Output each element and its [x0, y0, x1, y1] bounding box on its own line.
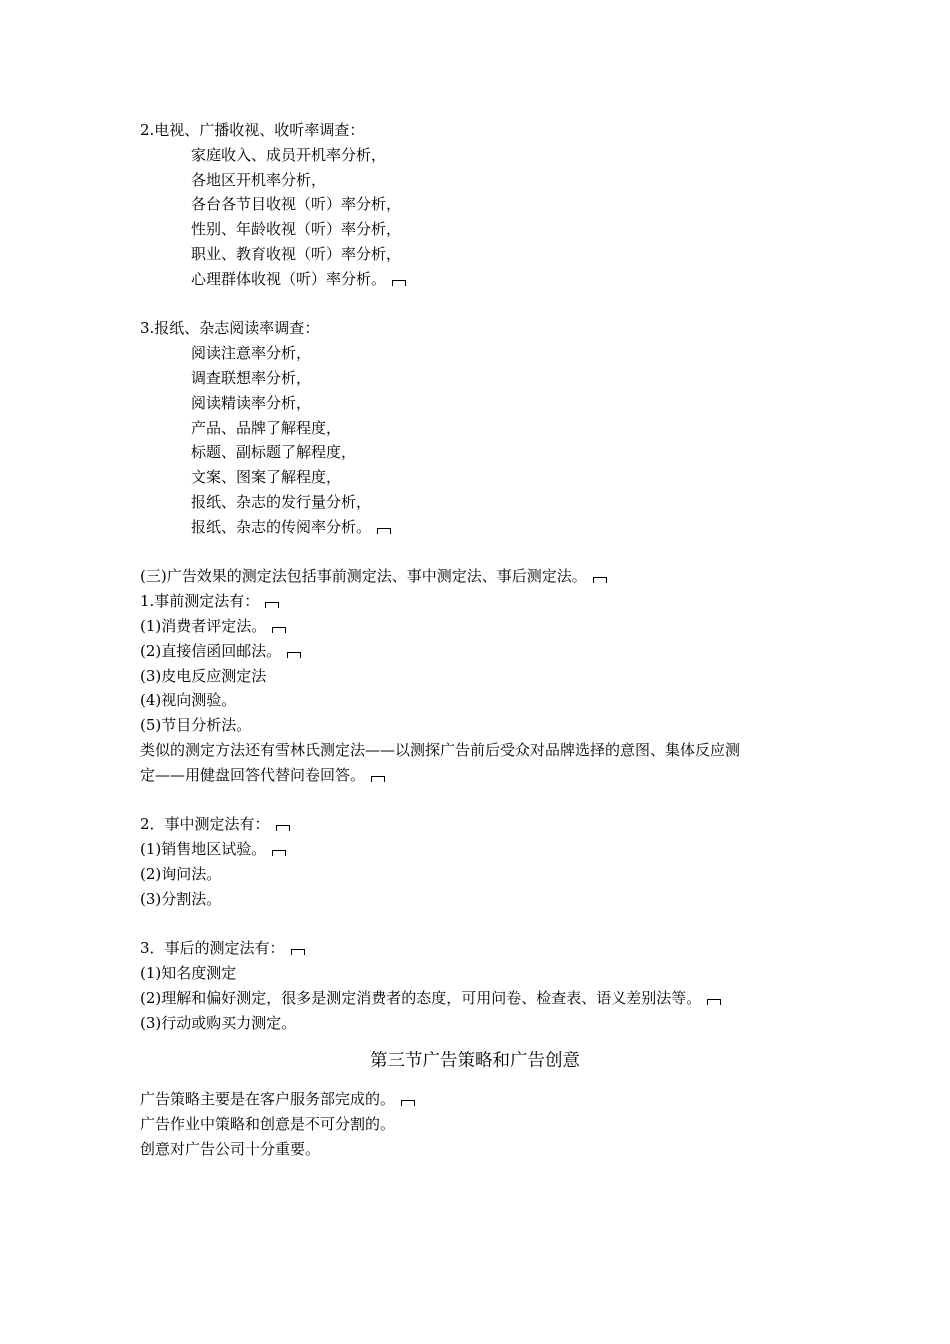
paragraph-mark-icon — [401, 1100, 415, 1106]
text-column — [140, 118, 840, 1162]
mid-item: (1)销售地区试验。 — [140, 837, 840, 862]
blank-line — [140, 912, 840, 937]
paragraph-mark-icon — [707, 999, 721, 1005]
blank-line — [140, 788, 840, 813]
pre-item: (4)视向测验。 — [140, 691, 237, 710]
paragraph-mark-icon — [287, 652, 301, 658]
tv-heading: 2.电视、广播收视、收听率调查： — [140, 121, 365, 139]
section-title: 第三节广告策略和广告创意 — [370, 1051, 580, 1072]
section-line: 广告策略主要是在客户服务部完成的。 — [140, 1087, 840, 1112]
mid-item: (2)询问法。 — [140, 864, 222, 883]
blank-line — [140, 540, 840, 565]
post-heading: 3．事后的测定法有： — [140, 936, 840, 961]
press-heading: 3.报纸、杂志阅读率调查： — [140, 319, 320, 338]
paragraph-mark-icon — [276, 825, 290, 831]
press-item: 文案、图案了解程度， — [191, 468, 342, 487]
pre-note: 定——用健盘回答代替问卷回答。 — [140, 763, 840, 788]
post-item: (3)行动或购买力测定。 — [140, 1013, 297, 1032]
tv-item: 性别、年龄收视（听）率分析， — [191, 220, 402, 239]
press-item: 阅读注意率分析， — [191, 344, 312, 363]
press-item: 报纸、杂志的发行量分析， — [191, 492, 372, 511]
press-item: 调查联想率分析， — [191, 368, 312, 387]
press-item: 阅读精读率分析， — [191, 393, 312, 412]
pre-item: (5)节目分析法。 — [140, 716, 252, 735]
section-line: 创意对广告公司十分重要。 — [140, 1140, 321, 1159]
post-item: (1)知名度测定 — [140, 964, 237, 983]
tv-item: 心理群体收视（听）率分析。 — [140, 267, 840, 292]
tv-item: 各地区开机率分析， — [191, 170, 327, 189]
press-item: 报纸、杂志的传阅率分析。 — [140, 515, 840, 540]
paragraph-mark-icon — [272, 850, 286, 856]
paragraph-mark-icon — [392, 280, 406, 286]
post-item: (2)理解和偏好测定，很多是测定消费者的态度，可用问卷、检查表、语义差别法等。 — [140, 986, 840, 1011]
pre-item: (3)皮电反应测定法 — [140, 666, 267, 685]
press-item: 产品、品牌了解程度， — [191, 418, 342, 437]
pre-heading: 1.事前测定法有： — [140, 589, 840, 614]
tv-item: 家庭收入、成员开机率分析， — [191, 145, 387, 164]
pre-item: (2)直接信函回邮法。 — [140, 639, 840, 664]
mid-heading: 2．事中测定法有： — [140, 812, 840, 837]
mid-item: (3)分割法。 — [140, 889, 222, 908]
paragraph-mark-icon — [371, 776, 385, 782]
paragraph-mark-icon — [593, 577, 607, 583]
pre-item: (1)消费者评定法。 — [140, 614, 840, 639]
blank-line — [140, 292, 840, 317]
press-item: 标题、副标题了解程度， — [191, 443, 357, 462]
paragraph-mark-icon — [265, 602, 279, 608]
paragraph-mark-icon — [377, 528, 391, 534]
paragraph-mark-icon — [272, 627, 286, 633]
methods-intro: (三)广告效果的测定法包括事前测定法、事中测定法、事后测定法。 — [140, 564, 840, 589]
section-line: 广告作业中策略和创意是不可分割的。 — [140, 1115, 396, 1134]
tv-item: 职业、教育收视（听）率分析， — [191, 244, 402, 263]
tv-item: 各台各节目收视（听）率分析， — [191, 195, 402, 214]
paragraph-mark-icon — [291, 949, 305, 955]
pre-note: 类似的测定方法还有雪林氏测定法——以测探广告前后受众对品牌选择的意图、集体反应测 — [140, 740, 741, 759]
